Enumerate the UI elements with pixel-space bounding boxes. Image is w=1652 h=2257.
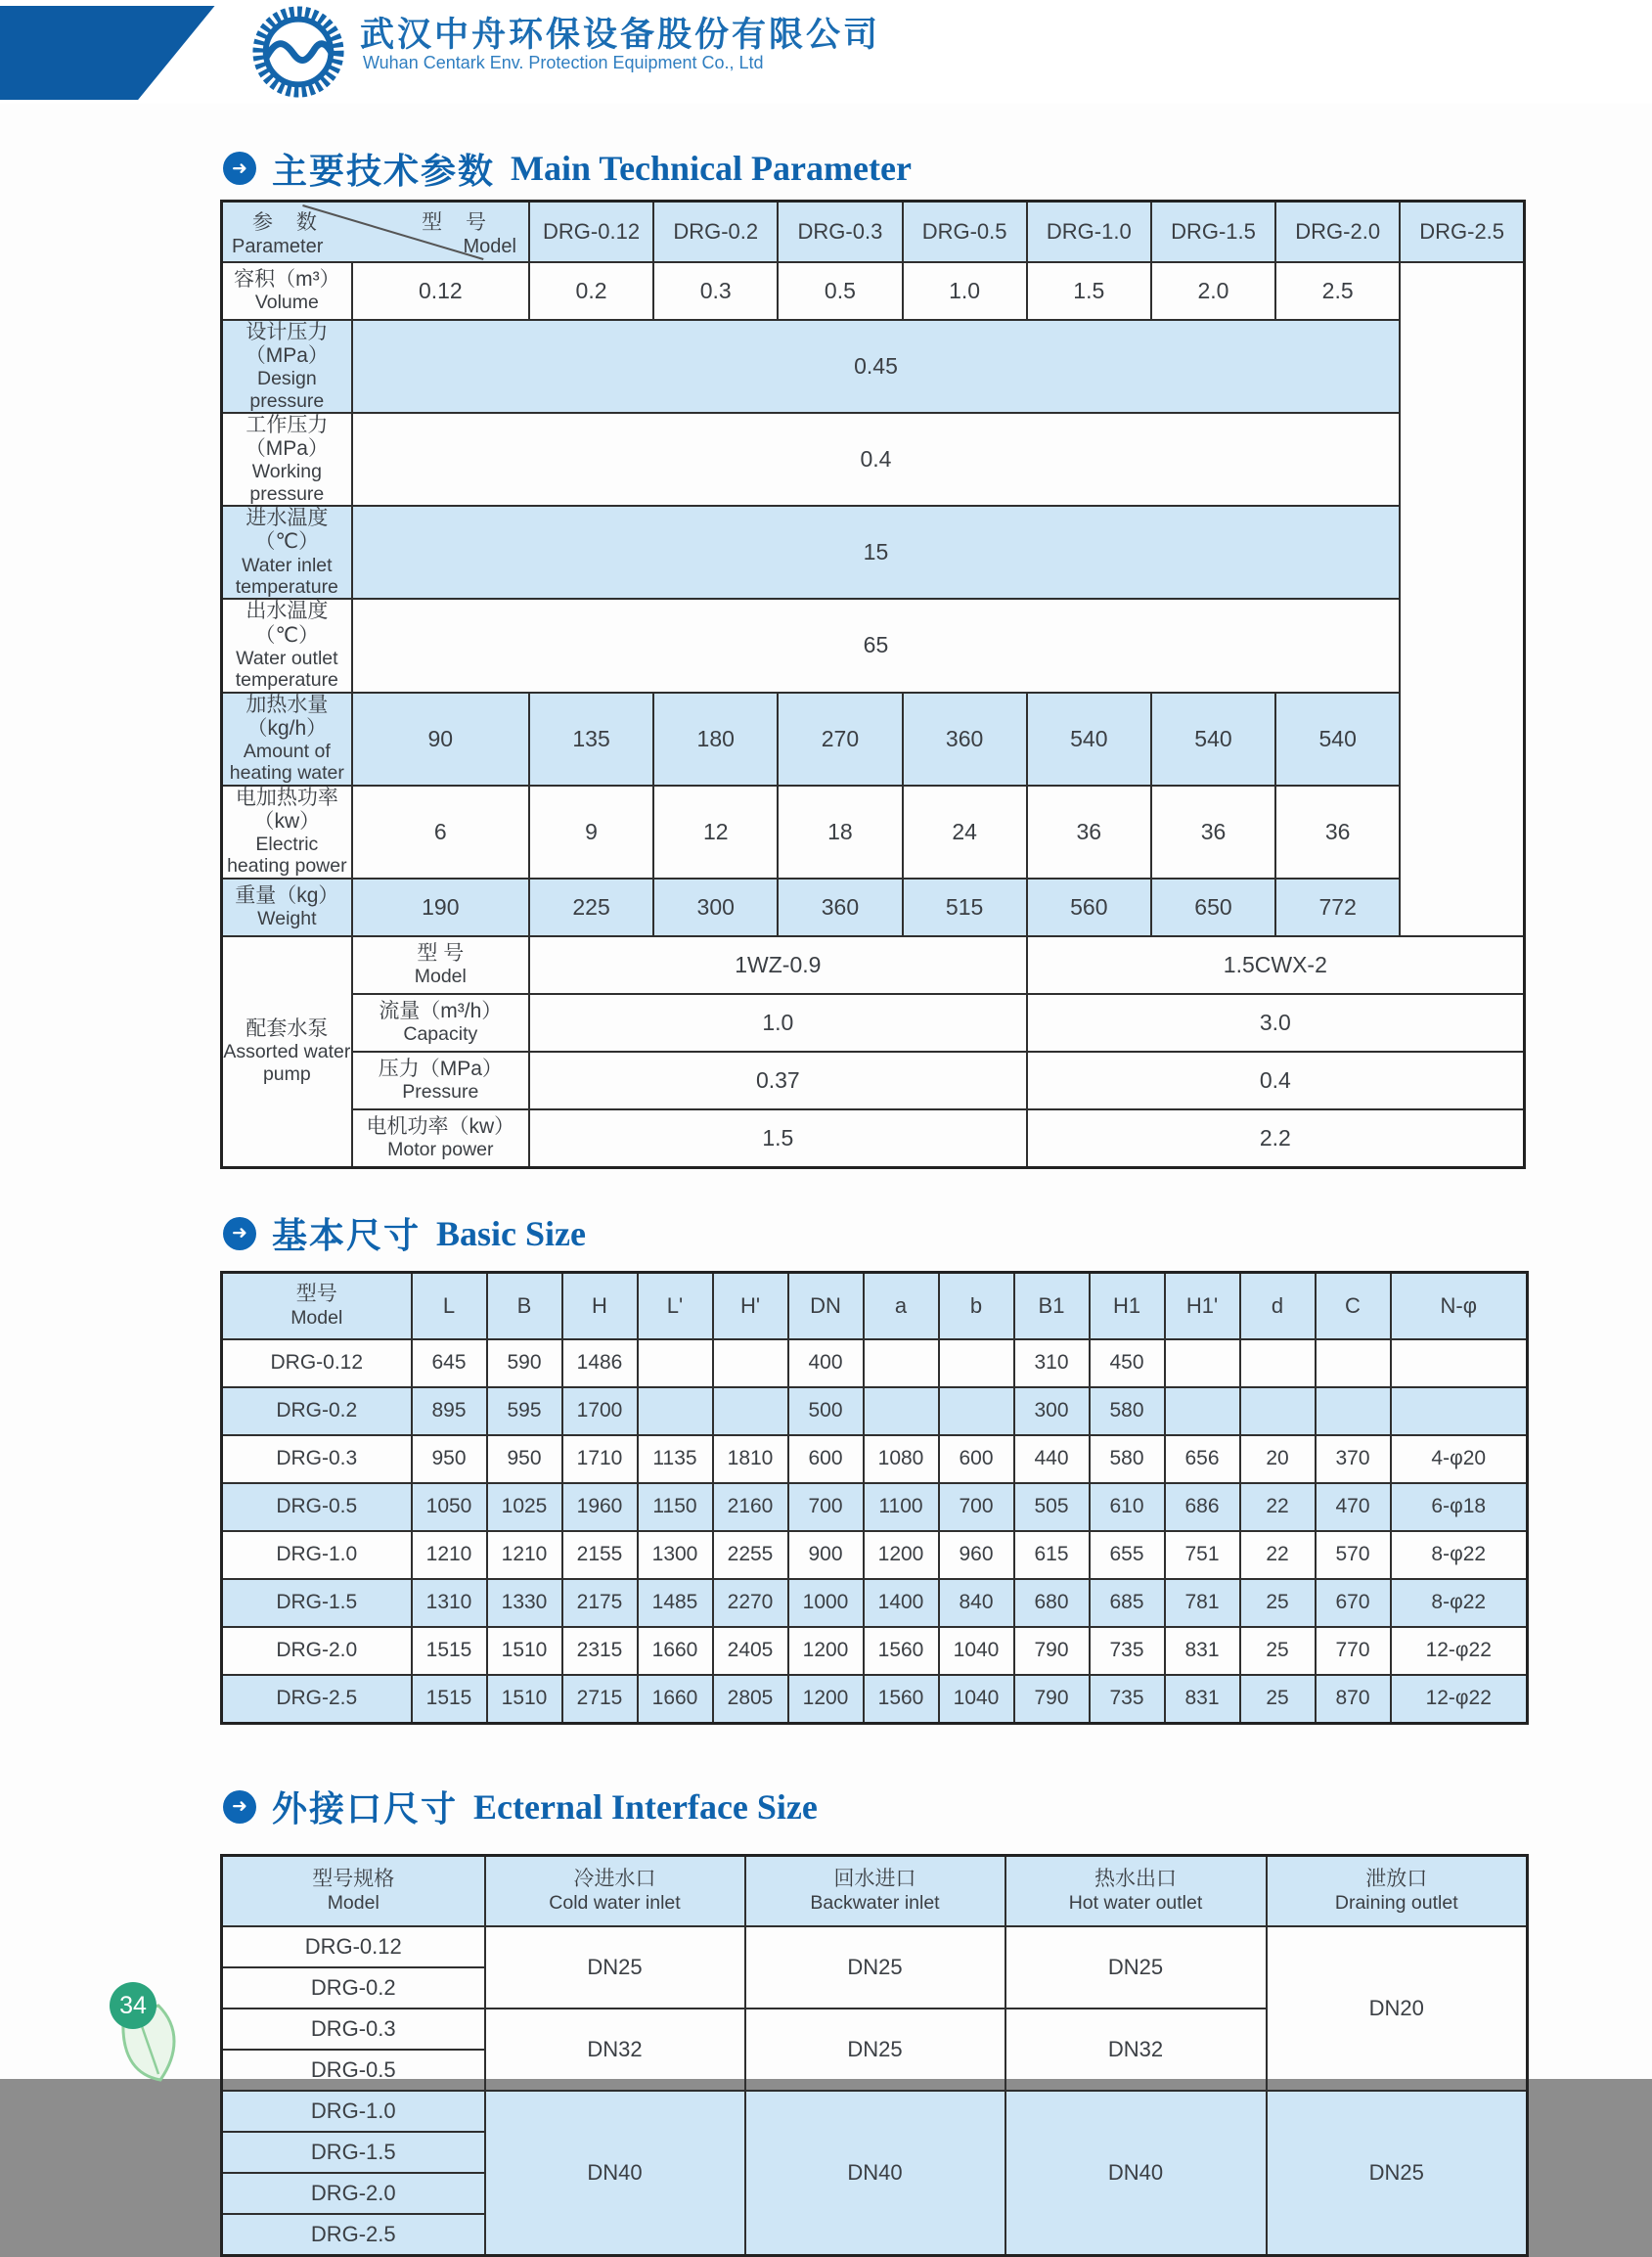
- value-cell: 515: [903, 879, 1027, 936]
- cold-water-inlet-cell: DN32: [485, 2009, 745, 2091]
- value-cell: 1510: [487, 1627, 562, 1675]
- value-cell: [713, 1387, 788, 1435]
- model-cell: DRG-0.2: [222, 1387, 412, 1435]
- model-cell: DRG-0.5: [222, 1483, 412, 1531]
- model-cell: DRG-0.3: [222, 1435, 412, 1483]
- value-cell: 1330: [487, 1579, 562, 1627]
- value-cell: [939, 1339, 1014, 1387]
- dim-col-header: H1: [1090, 1272, 1165, 1339]
- value-cell: [1165, 1387, 1240, 1435]
- section-title-en: Main Technical Parameter: [511, 149, 912, 188]
- value-cell: 950: [487, 1435, 562, 1483]
- value-cell: 831: [1165, 1627, 1240, 1675]
- param-label: 容积（m³） Volume: [222, 262, 352, 320]
- value-cell: [864, 1339, 939, 1387]
- model-cell: DRG-0.12: [222, 1926, 485, 1967]
- dim-col-header: H': [713, 1272, 788, 1339]
- value-cell: 1200: [864, 1531, 939, 1579]
- value-cell: 595: [487, 1387, 562, 1435]
- value-cell: 1.5: [1027, 262, 1151, 320]
- interface-col-header: 泄放口 Draining outlet: [1267, 1855, 1528, 1926]
- value-cell: 6-φ18: [1391, 1483, 1528, 1531]
- value-cell: 781: [1165, 1579, 1240, 1627]
- value-cell: 700: [788, 1483, 864, 1531]
- value-cell: 1200: [788, 1627, 864, 1675]
- value-cell: 2155: [562, 1531, 638, 1579]
- value-cell: 300: [653, 879, 778, 936]
- cold-water-inlet-cell: DN40: [485, 2091, 745, 2256]
- value-cell: [638, 1387, 713, 1435]
- value-cell: 1040: [939, 1627, 1014, 1675]
- value-cell: 960: [939, 1531, 1014, 1579]
- value-cell: 686: [1165, 1483, 1240, 1531]
- value-cell: 1560: [864, 1627, 939, 1675]
- value-cell: 610: [1090, 1483, 1165, 1531]
- pump-right-value: 0.4: [1027, 1052, 1525, 1109]
- value-cell: [1316, 1339, 1391, 1387]
- value-cell: 540: [1151, 693, 1275, 786]
- pump-param-label: 电机功率（kw） Motor power: [352, 1109, 529, 1168]
- param-label: 进水温度（℃） Water inlet temperature: [222, 506, 352, 599]
- value-cell: 2.0: [1151, 262, 1275, 320]
- model-cell: DRG-2.5: [222, 1675, 412, 1724]
- value-cell: 1025: [487, 1483, 562, 1531]
- value-cell: 600: [788, 1435, 864, 1483]
- value-cell: 1300: [638, 1531, 713, 1579]
- dim-col-header: d: [1240, 1272, 1316, 1339]
- value-cell: 190: [352, 879, 529, 936]
- dim-col-header: C: [1316, 1272, 1391, 1339]
- pump-right-value: 2.2: [1027, 1109, 1525, 1168]
- param-label: 电加热功率（kw） Electric heating power: [222, 786, 352, 879]
- value-cell: 735: [1090, 1675, 1165, 1724]
- value-cell: 400: [788, 1339, 864, 1387]
- value-cell: 0.12: [352, 262, 529, 320]
- value-cell: 2160: [713, 1483, 788, 1531]
- value-cell: 90: [352, 693, 529, 786]
- section-main-technical-parameter: [223, 147, 1652, 190]
- value-cell: 1210: [412, 1531, 487, 1579]
- model-cell: DRG-2.5: [222, 2214, 485, 2256]
- value-cell: 1100: [864, 1483, 939, 1531]
- value-cell: 1135: [638, 1435, 713, 1483]
- section-title-en: Basic Size: [436, 1213, 586, 1253]
- value-cell: 1400: [864, 1579, 939, 1627]
- page-header: [0, 0, 1652, 104]
- model-col-header: DRG-1.0: [1027, 202, 1151, 263]
- pump-param-label: 型 号 Model: [352, 936, 529, 994]
- value-cell: 225: [529, 879, 653, 936]
- value-cell: 2175: [562, 1579, 638, 1627]
- basic-size-table-container: [0, 1271, 1652, 1725]
- model-col-header: DRG-0.12: [529, 202, 653, 263]
- value-cell: 2715: [562, 1675, 638, 1724]
- pump-left-value: 1.0: [529, 994, 1027, 1052]
- value-cell: 1960: [562, 1483, 638, 1531]
- pump-left-value: 0.37: [529, 1052, 1027, 1109]
- dim-col-header: N-φ: [1391, 1272, 1528, 1339]
- value-cell: 25: [1240, 1627, 1316, 1675]
- value-cell: 1080: [864, 1435, 939, 1483]
- value-cell: 1510: [487, 1675, 562, 1724]
- value-cell: 0.2: [529, 262, 653, 320]
- pump-group-label: 配套水泵 Assorted water pump: [222, 936, 352, 1168]
- value-cell: 25: [1240, 1675, 1316, 1724]
- hot-water-outlet-cell: DN25: [1005, 1926, 1267, 2009]
- value-cell: 570: [1316, 1531, 1391, 1579]
- page-number-badge: 34: [110, 1982, 156, 2029]
- value-cell: 770: [1316, 1627, 1391, 1675]
- pump-param-label: 压力（MPa） Pressure: [352, 1052, 529, 1109]
- merged-value-cell: 0.4: [352, 413, 1401, 506]
- interface-col-header: 热水出口 Hot water outlet: [1005, 1855, 1267, 1926]
- value-cell: 950: [412, 1435, 487, 1483]
- model-col-header: DRG-0.3: [778, 202, 902, 263]
- model-col-header: DRG-0.5: [903, 202, 1027, 263]
- value-cell: 1700: [562, 1387, 638, 1435]
- model-cell: DRG-0.5: [222, 2050, 485, 2091]
- section-title-en: Ecternal Interface Size: [473, 1786, 818, 1827]
- model-cell: DRG-1.5: [222, 1579, 412, 1627]
- value-cell: 1660: [638, 1627, 713, 1675]
- hot-water-outlet-cell: DN32: [1005, 2009, 1267, 2091]
- section-title-zh: 外接口尺寸: [272, 1788, 459, 1829]
- section-bullet-icon: ➜: [223, 152, 256, 185]
- value-cell: 615: [1014, 1531, 1090, 1579]
- value-cell: 1040: [939, 1675, 1014, 1724]
- value-cell: 2405: [713, 1627, 788, 1675]
- pump-param-label: 流量（m³/h） Capacity: [352, 994, 529, 1052]
- gear-wave-logo-icon: [250, 4, 346, 100]
- value-cell: 1485: [638, 1579, 713, 1627]
- param-label: 设计压力（MPa） Design pressure: [222, 320, 352, 413]
- backwater-inlet-cell: DN25: [745, 2009, 1005, 2091]
- interface-col-header: 冷进水口 Cold water inlet: [485, 1855, 745, 1926]
- value-cell: [1240, 1387, 1316, 1435]
- value-cell: 680: [1014, 1579, 1090, 1627]
- value-cell: 2315: [562, 1627, 638, 1675]
- dim-col-header: a: [864, 1272, 939, 1339]
- corner-model-zh: 型 号: [422, 211, 495, 234]
- value-cell: [713, 1339, 788, 1387]
- value-cell: [1240, 1339, 1316, 1387]
- value-cell: 2805: [713, 1675, 788, 1724]
- dim-col-header: DN: [788, 1272, 864, 1339]
- value-cell: 600: [939, 1435, 1014, 1483]
- value-cell: 870: [1316, 1675, 1391, 1724]
- corner-cell: [222, 202, 529, 263]
- value-cell: 655: [1090, 1531, 1165, 1579]
- dim-col-header: H1': [1165, 1272, 1240, 1339]
- dim-col-header: B: [487, 1272, 562, 1339]
- value-cell: 580: [1090, 1387, 1165, 1435]
- model-col-header: DRG-2.0: [1275, 202, 1400, 263]
- model-cell: DRG-0.12: [222, 1339, 412, 1387]
- value-cell: 1050: [412, 1483, 487, 1531]
- value-cell: 831: [1165, 1675, 1240, 1724]
- merged-value-cell: 65: [352, 599, 1401, 692]
- value-cell: 20: [1240, 1435, 1316, 1483]
- interface-col-header: 回水进口 Backwater inlet: [745, 1855, 1005, 1926]
- value-cell: 700: [939, 1483, 1014, 1531]
- value-cell: 1000: [788, 1579, 864, 1627]
- value-cell: 8-φ22: [1391, 1579, 1528, 1627]
- value-cell: 440: [1014, 1435, 1090, 1483]
- value-cell: [1165, 1339, 1240, 1387]
- merged-value-cell: 15: [352, 506, 1401, 599]
- value-cell: 9: [529, 786, 653, 879]
- value-cell: 18: [778, 786, 902, 879]
- pump-right-value: 1.5CWX-2: [1027, 936, 1525, 994]
- value-cell: 685: [1090, 1579, 1165, 1627]
- value-cell: 180: [653, 693, 778, 786]
- backwater-inlet-cell: DN40: [745, 2091, 1005, 2256]
- value-cell: 650: [1151, 879, 1275, 936]
- merged-value-cell: 0.45: [352, 320, 1401, 413]
- value-cell: 540: [1027, 693, 1151, 786]
- model-col-header: DRG-1.5: [1151, 202, 1275, 263]
- value-cell: 580: [1090, 1435, 1165, 1483]
- value-cell: 2270: [713, 1579, 788, 1627]
- value-cell: 540: [1275, 693, 1400, 786]
- value-cell: 0.3: [653, 262, 778, 320]
- value-cell: 656: [1165, 1435, 1240, 1483]
- hot-water-outlet-cell: DN40: [1005, 2091, 1267, 2256]
- value-cell: 1560: [864, 1675, 939, 1724]
- value-cell: [864, 1387, 939, 1435]
- value-cell: 22: [1240, 1483, 1316, 1531]
- value-cell: 2255: [713, 1531, 788, 1579]
- value-cell: 790: [1014, 1675, 1090, 1724]
- backwater-inlet-cell: DN25: [745, 1926, 1005, 2009]
- value-cell: 645: [412, 1339, 487, 1387]
- value-cell: 24: [903, 786, 1027, 879]
- value-cell: [1391, 1387, 1528, 1435]
- value-cell: 1710: [562, 1435, 638, 1483]
- section-basic-size: [223, 1212, 1652, 1255]
- interface-size-table: [220, 1854, 1529, 2257]
- draining-outlet-cell: DN25: [1267, 2091, 1528, 2256]
- company-name-zh: 武汉中舟环保设备股份有限公司: [360, 16, 881, 54]
- model-cell: DRG-1.0: [222, 1531, 412, 1579]
- param-label: 出水温度（℃） Water outlet temperature: [222, 599, 352, 692]
- value-cell: 12: [653, 786, 778, 879]
- value-cell: 0.5: [778, 262, 902, 320]
- value-cell: 25: [1240, 1579, 1316, 1627]
- draining-outlet-cell: DN20: [1267, 1926, 1528, 2091]
- value-cell: 1515: [412, 1627, 487, 1675]
- model-cell: DRG-1.5: [222, 2132, 485, 2173]
- value-cell: 36: [1027, 786, 1151, 879]
- section-title-zh: 主要技术参数: [272, 150, 496, 191]
- value-cell: 300: [1014, 1387, 1090, 1435]
- model-col-header: DRG-2.5: [1400, 202, 1524, 263]
- value-cell: 895: [412, 1387, 487, 1435]
- value-cell: [1391, 1339, 1528, 1387]
- value-cell: 4-φ20: [1391, 1435, 1528, 1483]
- main-technical-table: [220, 200, 1526, 1169]
- value-cell: 590: [487, 1339, 562, 1387]
- value-cell: 560: [1027, 879, 1151, 936]
- value-cell: 500: [788, 1387, 864, 1435]
- value-cell: 360: [778, 879, 902, 936]
- corner-param-en: Parameter: [232, 236, 324, 257]
- value-cell: 22: [1240, 1531, 1316, 1579]
- dim-col-header: L': [638, 1272, 713, 1339]
- param-label: 工作压力（MPa） Working pressure: [222, 413, 352, 506]
- basic-size-table: [220, 1271, 1529, 1725]
- value-cell: 370: [1316, 1435, 1391, 1483]
- main-technical-table-container: [0, 200, 1652, 1169]
- section-bullet-icon: ➜: [223, 1790, 256, 1824]
- value-cell: 1810: [713, 1435, 788, 1483]
- value-cell: 1310: [412, 1579, 487, 1627]
- dim-col-header: b: [939, 1272, 1014, 1339]
- model-cell: DRG-1.0: [222, 2091, 485, 2132]
- section-title-zh: 基本尺寸: [272, 1215, 422, 1256]
- value-cell: [638, 1339, 713, 1387]
- value-cell: 1486: [562, 1339, 638, 1387]
- interface-size-table-container: [0, 1854, 1652, 2257]
- model-col-header: DRG-0.2: [653, 202, 778, 263]
- pump-left-value: 1WZ-0.9: [529, 936, 1027, 994]
- value-cell: 2.5: [1275, 262, 1400, 320]
- section-bullet-icon: ➜: [223, 1217, 256, 1250]
- cold-water-inlet-cell: DN25: [485, 1926, 745, 2009]
- param-label: 重量（kg） Weight: [222, 879, 352, 936]
- value-cell: 36: [1275, 786, 1400, 879]
- value-cell: 790: [1014, 1627, 1090, 1675]
- interface-col-header: 型号规格 Model: [222, 1855, 485, 1926]
- corner-param-zh: 参 数: [252, 211, 326, 234]
- value-cell: 6: [352, 786, 529, 879]
- value-cell: 360: [903, 693, 1027, 786]
- value-cell: 310: [1014, 1339, 1090, 1387]
- value-cell: 1210: [487, 1531, 562, 1579]
- value-cell: 36: [1151, 786, 1275, 879]
- dim-col-header: H: [562, 1272, 638, 1339]
- value-cell: 12-φ22: [1391, 1627, 1528, 1675]
- value-cell: 12-φ22: [1391, 1675, 1528, 1724]
- pump-left-value: 1.5: [529, 1109, 1027, 1168]
- model-cell: DRG-0.2: [222, 1967, 485, 2009]
- corner-model-en: Model: [463, 236, 516, 257]
- company-name-en: Wuhan Centark Env. Protection Equipment Co., Ltd: [363, 53, 764, 72]
- value-cell: 900: [788, 1531, 864, 1579]
- value-cell: 840: [939, 1579, 1014, 1627]
- value-cell: 670: [1316, 1579, 1391, 1627]
- value-cell: 1515: [412, 1675, 487, 1724]
- value-cell: 1660: [638, 1675, 713, 1724]
- value-cell: 735: [1090, 1627, 1165, 1675]
- dim-col-header: B1: [1014, 1272, 1090, 1339]
- model-cell: DRG-2.0: [222, 1627, 412, 1675]
- dim-col-header: L: [412, 1272, 487, 1339]
- value-cell: 505: [1014, 1483, 1090, 1531]
- value-cell: 135: [529, 693, 653, 786]
- value-cell: 270: [778, 693, 902, 786]
- model-cell: DRG-2.0: [222, 2173, 485, 2214]
- value-cell: 470: [1316, 1483, 1391, 1531]
- value-cell: [939, 1387, 1014, 1435]
- value-cell: 8-φ22: [1391, 1531, 1528, 1579]
- value-cell: 772: [1275, 879, 1400, 936]
- param-label: 加热水量（kg/h） Amount of heating water: [222, 693, 352, 786]
- value-cell: 1200: [788, 1675, 864, 1724]
- pump-right-value: 3.0: [1027, 994, 1525, 1052]
- section-external-interface-size: [223, 1785, 1652, 1828]
- model-cell: DRG-0.3: [222, 2009, 485, 2050]
- value-cell: 1.0: [903, 262, 1027, 320]
- value-cell: 751: [1165, 1531, 1240, 1579]
- value-cell: [1316, 1387, 1391, 1435]
- model-col-header: 型号 Model: [222, 1272, 412, 1339]
- value-cell: 1150: [638, 1483, 713, 1531]
- value-cell: 450: [1090, 1339, 1165, 1387]
